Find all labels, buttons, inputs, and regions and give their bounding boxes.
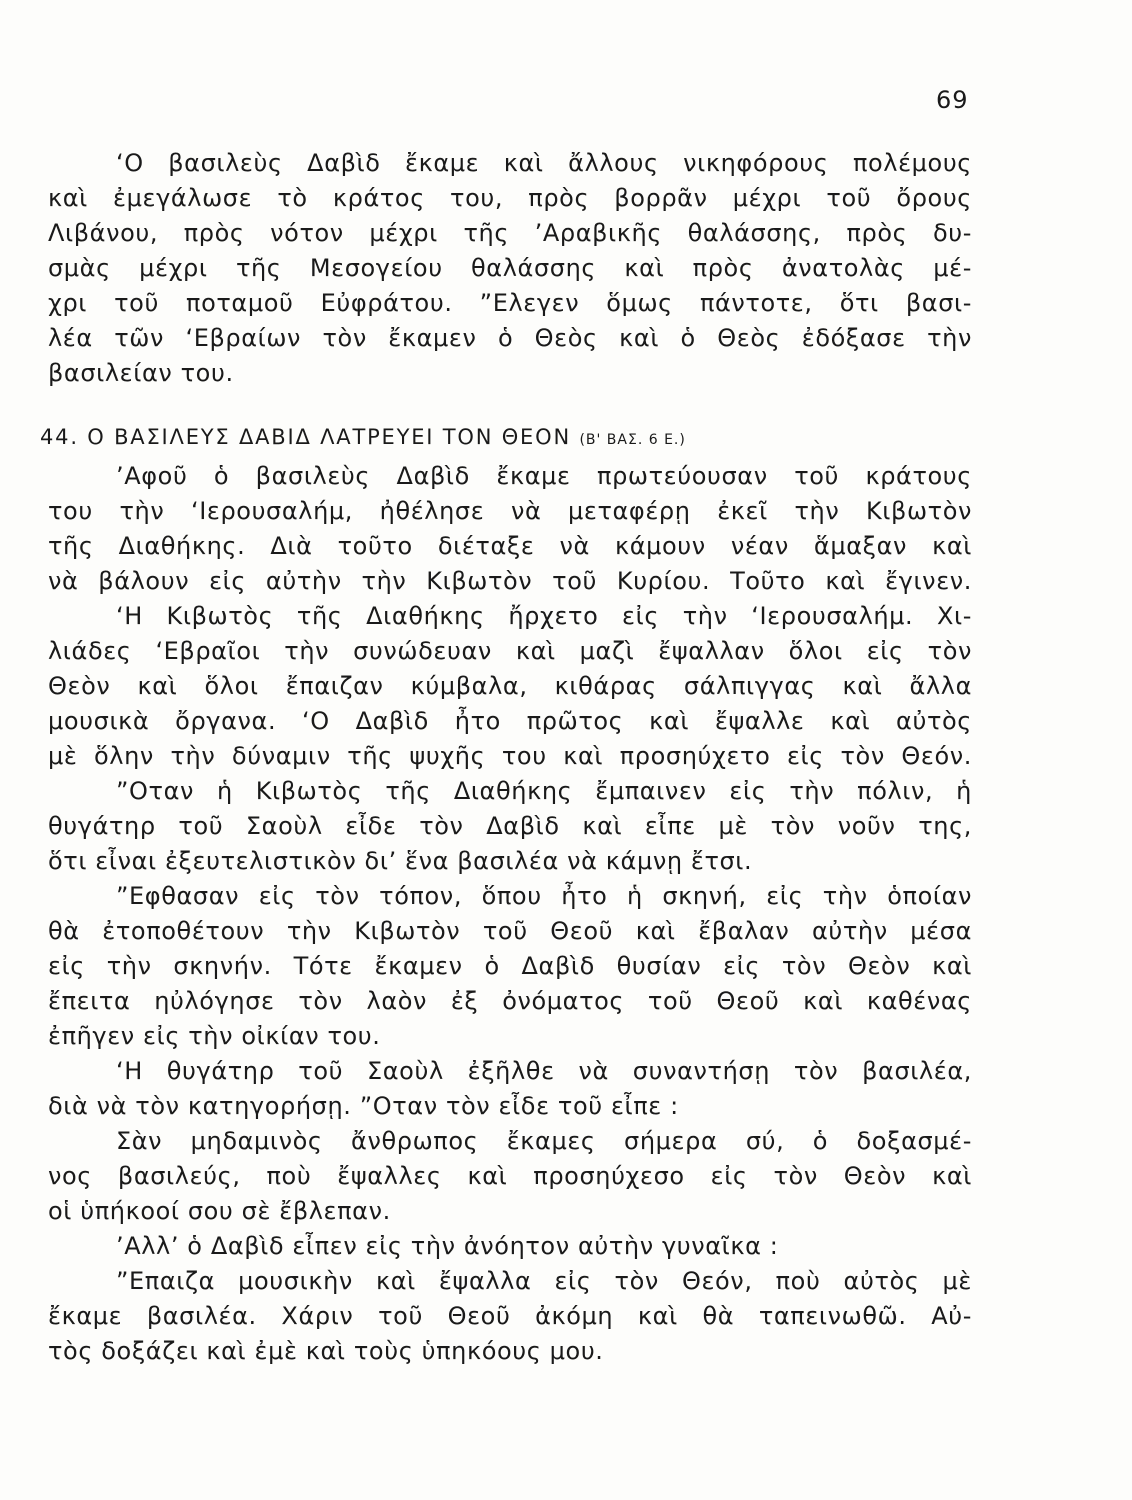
text-line: ‘Η θυγάτηρ τοῦ Σαοὺλ ἐξῆλθε νὰ συναντήσῃ τὸν βασιλέα,: [116, 1057, 972, 1085]
text-line: καὶ ἐμεγάλωσε τὸ κράτος του, πρὸς βορρᾶν μέχρι τοῦ ὄρους: [48, 184, 972, 212]
text-line: θυγάτηρ τοῦ Σαοὺλ εἶδε τὸν Δαβὶδ καὶ εἶπε μὲ τὸν νοῦν της,: [48, 812, 972, 840]
text-line: του τὴν ‘Ιερουσαλήμ, ἠθέλησε νὰ μεταφέρῃ ἐκεῖ τὴν Κιβωτὸν: [48, 497, 972, 525]
body-text: [48, 459, 972, 1369]
text-line: ’Αλλ’ ὁ Δαβὶδ εἶπεν εἰς τὴν ἀνόητον αὐτὴν γυναῖκα :: [116, 1232, 779, 1260]
text-line: χρι τοῦ ποταμοῦ Εὐφράτου. ”Ελεγεν ὅμως πάντοτε, ὅτι βασι-: [48, 289, 972, 317]
text-line: ”Εφθασαν εἰς τὸν τόπον, ὅπου ἦτο ἡ σκηνή, εἰς τὴν ὁποίαν: [116, 882, 972, 910]
text-line: θὰ ἐτοποθέτουν τὴν Κιβωτὸν τοῦ Θεοῦ καὶ ἔβαλαν αὐτὴν μέσα: [48, 917, 972, 945]
text-line: ἔπειτα ηὐλόγησε τὸν λαὸν ἐξ ὀνόματος τοῦ Θεοῦ καὶ καθένας: [48, 987, 972, 1015]
text-line: μὲ ὅλην τὴν δύναμιν τῆς ψυχῆς του καὶ προσηύχετο εἰς τὸν Θεόν.: [48, 742, 972, 770]
text-line: Λιβάνου, πρὸς νότον μέχρι τῆς ’Αραβικῆς θαλάσσης, πρὸς δυ-: [48, 219, 972, 247]
text-line: ’Αφοῦ ὁ βασιλεὺς Δαβὶδ ἔκαμε πρωτεύουσαν τοῦ κράτους: [116, 462, 972, 490]
text-line: νος βασιλεύς, ποὺ ἔψαλλες καὶ προσηύχεσο εἰς τὸν Θεὸν καὶ: [48, 1162, 972, 1190]
section-title: Ο ΒΑΣΙΛΕΥΣ ΔΑΒΙΔ ΛΑΤΡΕΥΕΙ ΤΟΝ ΘΕΟΝ: [87, 425, 571, 449]
page-number: 69: [936, 86, 969, 114]
section-reference: (Β' ΒΑΣ. 6 Ε.): [579, 432, 686, 448]
text-line: ”Οταν ἡ Κιβωτὸς τῆς Διαθήκης ἔμπαινεν εἰς τὴν πόλιν, ἡ: [116, 777, 972, 805]
text-line: λιάδες ‘Εβραῖοι τὴν συνώδευαν καὶ μαζὶ ἔψαλλαν ὅλοι εἰς τὸν: [48, 637, 972, 665]
text-line: λέα τῶν ‘Εβραίων τὸν ἔκαμεν ὁ Θεὸς καὶ ὁ Θεὸς ἐδόξασε τὴν: [48, 324, 972, 352]
text-line: βασιλείαν του.: [48, 359, 234, 387]
text-line: νὰ βάλουν εἰς αὐτὴν τὴν Κιβωτὸν τοῦ Κυρίου. Τοῦτο καὶ ἔγινεν.: [48, 567, 972, 595]
section-heading: [40, 425, 940, 449]
text-line: Θεὸν καὶ ὅλοι ἔπαιζαν κύμβαλα, κιθάρας σάλπιγγας καὶ ἄλλα: [48, 672, 972, 700]
section-number: 44.: [40, 425, 79, 449]
paragraph-1: [48, 146, 972, 391]
text-line: ἔκαμε βασιλέα. Χάριν τοῦ Θεοῦ ἀκόμη καὶ θὰ ταπεινωθῶ. Αὐ-: [48, 1302, 972, 1330]
text-line: ἐπῆγεν εἰς τὴν οἰκίαν του.: [48, 1022, 381, 1050]
text-line: οἱ ὑπήκοοί σου σὲ ἔβλεπαν.: [48, 1197, 391, 1225]
text-line: ”Επαιζα μουσικὴν καὶ ἔψαλλα εἰς τὸν Θεόν, ποὺ αὐτὸς μὲ: [116, 1267, 972, 1295]
text-line: σμὰς μέχρι τῆς Μεσογείου θαλάσσης καὶ πρὸς ἀνατολὰς μέ-: [48, 254, 972, 282]
text-line: τῆς Διαθήκης. Διὰ τοῦτο διέταξε νὰ κάμουν νέαν ἅμαξαν καὶ: [48, 532, 972, 560]
text-line: τὸς δοξάζει καὶ ἐμὲ καὶ τοὺς ὑπηκόους μου.: [48, 1337, 604, 1365]
text-line: ‘Ο βασιλεὺς Δαβὶδ ἔκαμε καὶ ἄλλους νικηφόρους πολέμους: [116, 149, 972, 177]
text-line: ὅτι εἶναι ἐξευτελιστικὸν δι’ ἕνα βασιλέα νὰ κάμνῃ ἔτσι.: [48, 847, 753, 875]
text-line: εἰς τὴν σκηνήν. Τότε ἔκαμεν ὁ Δαβὶδ θυσίαν εἰς τὸν Θεὸν καὶ: [48, 952, 972, 980]
text-line: διὰ νὰ τὸν κατηγορήσῃ. ”Οταν τὸν εἶδε τοῦ εἶπε :: [48, 1092, 679, 1120]
text-line: ‘Η Κιβωτὸς τῆς Διαθήκης ἤρχετο εἰς τὴν ‘Ιερουσαλήμ. Χι-: [116, 602, 972, 630]
text-line: Σὰν μηδαμινὸς ἄνθρωπος ἔκαμες σήμερα σύ, ὁ δοξασμέ-: [116, 1127, 972, 1155]
text-line: μουσικὰ ὄργανα. ‘Ο Δαβὶδ ἦτο πρῶτος καὶ ἔψαλλε καὶ αὐτὸς: [48, 707, 972, 735]
